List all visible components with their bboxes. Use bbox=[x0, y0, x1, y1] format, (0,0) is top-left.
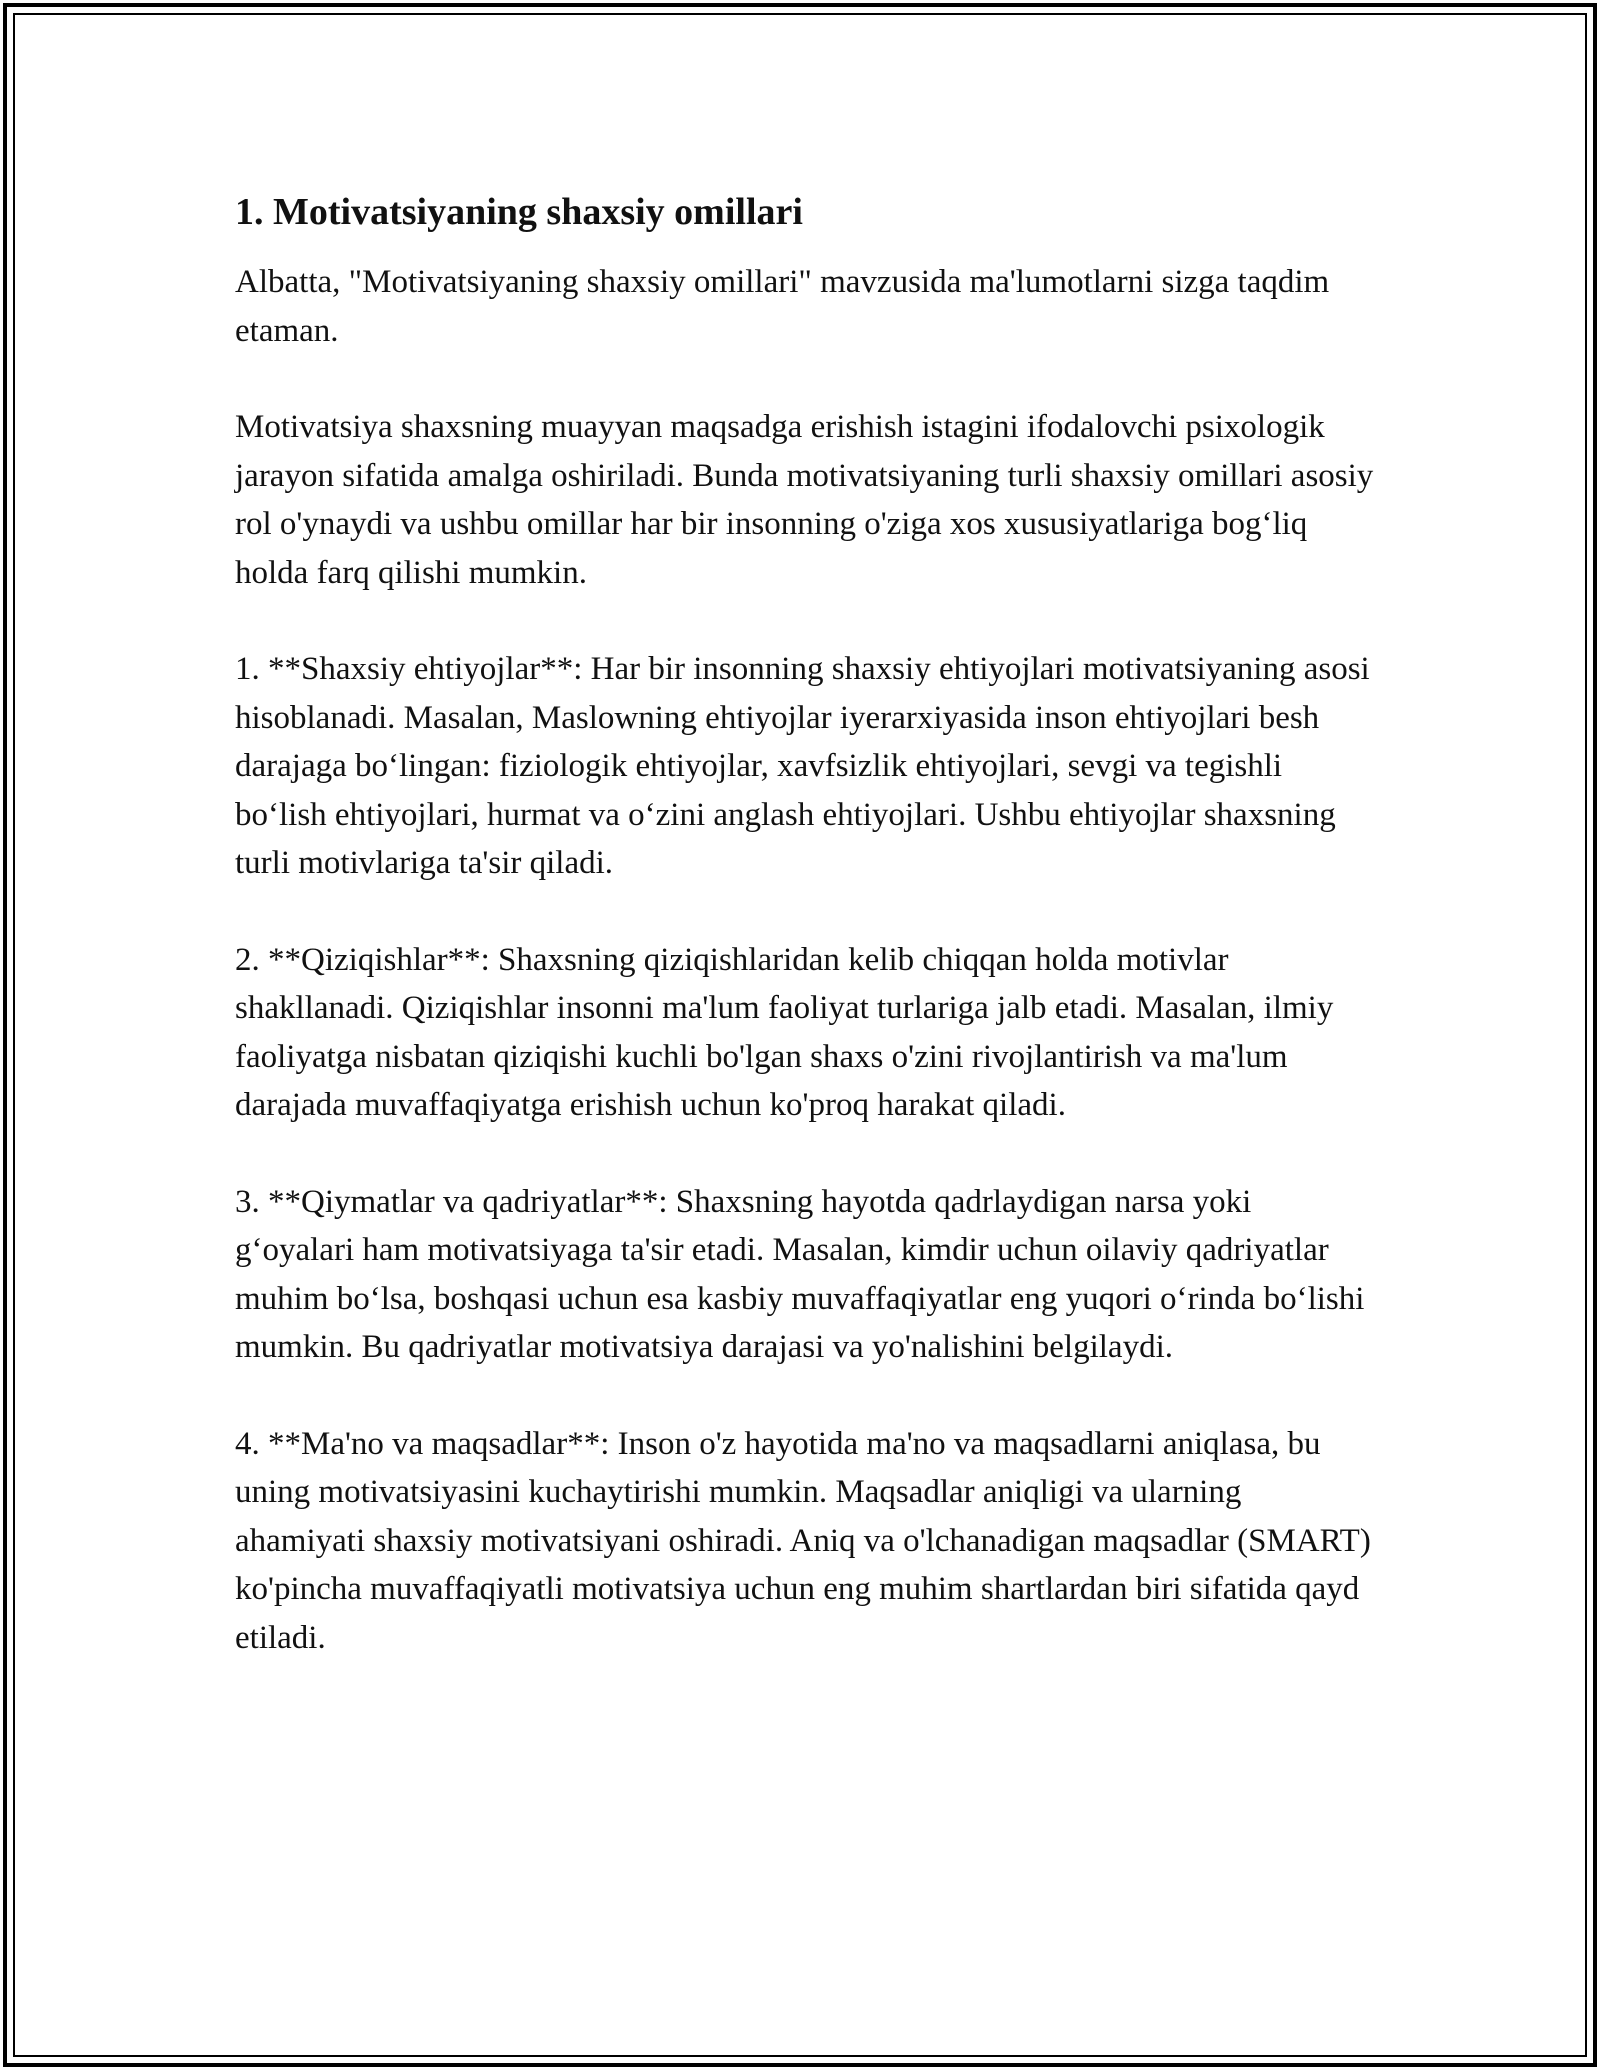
intro-paragraph: Albatta, "Motivatsiyaning shaxsiy omillari" mavzusida ma'lumotlarni sizga taqdim etaman. bbox=[235, 264, 1330, 349]
definition-paragraph: Motivatsiya shaxsning muayyan maqsadga erishish istagini ifodalovchi psixologik jarayon sifatida amalga oshiriladi. Bunda motivatsiyaning turli shaxsiy omillari asosiy rol o'ynaydi va ushbu omillar har bir insonning o'ziga xos xususiyatlariga bog‘liq holda farq qilishi mumkin. bbox=[235, 409, 1374, 591]
list-item-values: 3. **Qiymatlar va qadriyatlar**: Shaxsning hayotda qadrlaydigan narsa yoki g‘oyalari ham motivatsiyaga ta'sir etadi. Masalan, kimdir uchun oilaviy qadriyatlar muhim bo‘lsa, boshqasi uchun esa kasbiy muvaffaqiyatlar eng yuqori o‘rinda bo‘lishi mumkin. Bu qadriyatlar motivatsiya darajasi va yo'nalishini belgilaydi. bbox=[235, 1183, 1365, 1365]
section-heading: 1. Motivatsiyaning shaxsiy omillari bbox=[235, 191, 803, 233]
list-item-interests: 2. **Qiziqishlar**: Shaxsning qiziqishlaridan kelib chiqqan holda motivlar shakllanadi. Qiziqishlar insonni ma'lum faoliyat turlariga jalb etadi. Masalan, ilmiy faoliyatga nisbatan qiziqishi kuchli bo'lgan shaxs o'zini rivojlantirish va ma'lum darajada muvaffaqiyatga erishish uchun ko'proq harakat qiladi. bbox=[235, 941, 1334, 1123]
list-item-meaning-goals: 4. **Ma'no va maqsadlar**: Inson o'z hayotida ma'no va maqsadlarni aniqlasa, bu uning motivatsiyasini kuchaytirishi mumkin. Maqsadlar aniqligi va ularning ahamiyati shaxsiy motivatsiyani oshiradi. Aniq va o'lchanadigan maqsadlar (SMART) ko'pincha muvaffaqiyatli motivatsiya uchun eng muhim shartlardan biri sifatida qayd etiladi. bbox=[235, 1425, 1371, 1656]
list-item-personal-needs: 1. **Shaxsiy ehtiyojlar**: Har bir insonning shaxsiy ehtiyojlari motivatsiyaning asosi hisoblanadi. Masalan, Maslowning ehtiyojlar iyerarxiyasida inson ehtiyojlari besh darajaga bo‘lingan: fiziologik ehtiyojlar, xavfsizlik ehtiyojlari, sevgi va tegishli bo‘lish ehtiyojlari, hurmat va o‘zini anglash ehtiyojlari. Ushbu ehtiyojlar shaxsning turli motivlariga ta'sir qiladi. bbox=[235, 651, 1370, 881]
document-body bbox=[235, 188, 1375, 1710]
